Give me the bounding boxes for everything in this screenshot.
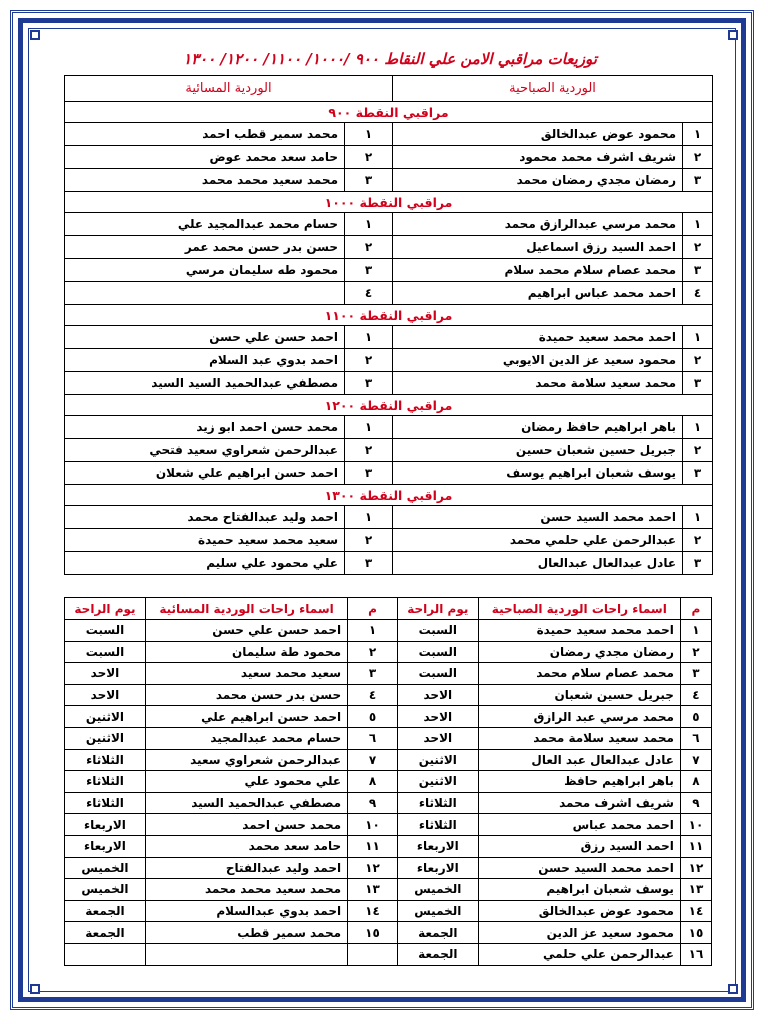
morning-num-header: م xyxy=(680,598,711,620)
evening-rest-number: ١٣ xyxy=(348,879,398,901)
morning-rest-number: ١٣ xyxy=(680,879,711,901)
morning-guard-name: شريف اشرف محمد محمود xyxy=(393,146,683,169)
evening-rest-name: احمد حسن علي حسن xyxy=(145,620,347,642)
morning-rest-day: السبت xyxy=(397,641,478,663)
evening-row-number: ٢ xyxy=(345,529,393,552)
morning-rest-day: الاحد xyxy=(397,684,478,706)
morning-rest-day-header: يوم الراحة xyxy=(397,598,478,620)
table-row xyxy=(65,349,713,372)
evening-rest-day: السبت xyxy=(65,620,146,642)
evening-row-number: ٤ xyxy=(345,282,393,305)
table-row xyxy=(65,506,713,529)
morning-shift-header: الوردية الصباحية xyxy=(393,76,713,102)
morning-rest-day: السبت xyxy=(397,663,478,685)
evening-rest-name: علي محمود علي xyxy=(145,771,347,793)
morning-rest-day: الخميس xyxy=(397,879,478,901)
morning-rest-day: الجمعة xyxy=(397,922,478,944)
table-row xyxy=(65,123,713,146)
morning-rest-day: الاربعاء xyxy=(397,857,478,879)
evening-rest-name: محمد سمير قطب xyxy=(145,922,347,944)
table-row xyxy=(65,552,713,575)
evening-rest-number: ٣ xyxy=(348,663,398,685)
morning-rest-day: السبت xyxy=(397,620,478,642)
morning-row-number: ٣ xyxy=(683,462,713,485)
point-section-header xyxy=(65,102,713,123)
morning-guard-name: يوسف شعبان ابراهيم يوسف xyxy=(393,462,683,485)
morning-rest-name: احمد محمد عباس xyxy=(478,814,680,836)
evening-rest-number: ٨ xyxy=(348,771,398,793)
table-row xyxy=(65,529,713,552)
point-section-header xyxy=(65,192,713,213)
table-row xyxy=(65,259,713,282)
points-assignment-table xyxy=(64,75,713,575)
morning-guard-name: محمد عصام سلام محمد سلام xyxy=(393,259,683,282)
evening-guard-name: حسن بدر حسن محمد عمر xyxy=(65,236,345,259)
evening-rest-number: ٦ xyxy=(348,727,398,749)
morning-guard-name: احمد محمد السيد حسن xyxy=(393,506,683,529)
morning-rest-name: عادل عبدالعال عبد العال xyxy=(478,749,680,771)
morning-guard-name: محمد مرسي عبدالرازق محمد xyxy=(393,213,683,236)
evening-guard-name xyxy=(65,282,345,305)
morning-rest-name: باهر ابراهيم حافظ xyxy=(478,771,680,793)
evening-guard-name: محمد سعيد محمد محمد xyxy=(65,169,345,192)
evening-rest-number xyxy=(348,943,398,965)
evening-guard-name: علي محمود علي سليم xyxy=(65,552,345,575)
morning-rest-number: ١٢ xyxy=(680,857,711,879)
table-row xyxy=(65,146,713,169)
point-label: مراقبي النقطة ١٣٠٠ xyxy=(65,485,713,506)
evening-row-number: ١ xyxy=(345,123,393,146)
morning-rest-name: شريف اشرف محمد xyxy=(478,792,680,814)
table-row xyxy=(65,372,713,395)
evening-row-number: ٣ xyxy=(345,552,393,575)
morning-rest-day: الاربعاء xyxy=(397,835,478,857)
table-row xyxy=(65,169,713,192)
morning-rest-name: جبريل حسين شعبان xyxy=(478,684,680,706)
morning-rest-number: ١١ xyxy=(680,835,711,857)
table-row xyxy=(65,326,713,349)
evening-rest-name: محمد حسن احمد xyxy=(145,814,347,836)
evening-rest-number: ٩ xyxy=(348,792,398,814)
evening-rest-name: حسام محمد عبدالمجيد xyxy=(145,727,347,749)
table-row xyxy=(65,439,713,462)
morning-guard-name: جبريل حسين شعبان حسين xyxy=(393,439,683,462)
evening-guard-name: محمد سمير قطب احمد xyxy=(65,123,345,146)
evening-guard-name: حامد سعد محمد عوض xyxy=(65,146,345,169)
shift-header-row xyxy=(65,76,713,102)
morning-row-number: ٢ xyxy=(683,529,713,552)
table-row xyxy=(65,943,712,965)
evening-rest-number: ٧ xyxy=(348,749,398,771)
evening-guard-name: سعيد محمد سعيد حميدة xyxy=(65,529,345,552)
evening-rest-number: ١ xyxy=(348,620,398,642)
evening-shift-header: الوردية المسائية xyxy=(65,76,393,102)
evening-rest-day: الخميس xyxy=(65,857,146,879)
morning-rest-name: محمد سعيد سلامة محمد xyxy=(478,727,680,749)
morning-rest-day: الثلاثاء xyxy=(397,814,478,836)
morning-guard-name: محمود سعيد عز الدين الايوبي xyxy=(393,349,683,372)
morning-rest-name: محمد عصام سلام محمد xyxy=(478,663,680,685)
morning-rest-number: ٤ xyxy=(680,684,711,706)
evening-rest-name: محمود طة سليمان xyxy=(145,641,347,663)
morning-row-number: ١ xyxy=(683,213,713,236)
evening-rest-day xyxy=(65,943,146,965)
evening-rest-name: احمد حسن ابراهيم علي xyxy=(145,706,347,728)
evening-rest-name: احمد وليد عبدالفتاح xyxy=(145,857,347,879)
point-section-header xyxy=(65,485,713,506)
morning-row-number: ٤ xyxy=(683,282,713,305)
corner-ornament xyxy=(728,30,738,40)
evening-rest-name: مصطفي عبدالحميد السيد xyxy=(145,792,347,814)
evening-rest-number: ٤ xyxy=(348,684,398,706)
corner-ornament xyxy=(30,30,40,40)
morning-rest-name: احمد السيد رزق xyxy=(478,835,680,857)
morning-rest-number: ٥ xyxy=(680,706,711,728)
evening-rest-name: سعيد محمد سعيد xyxy=(145,663,347,685)
morning-row-number: ٣ xyxy=(683,169,713,192)
point-label: مراقبي النقطة ١١٠٠ xyxy=(65,305,713,326)
evening-rest-day: الاثنين xyxy=(65,727,146,749)
morning-guard-name: عبدالرحمن علي حلمي محمد xyxy=(393,529,683,552)
morning-guard-name: محمد سعيد سلامة محمد xyxy=(393,372,683,395)
morning-rest-day: الخميس xyxy=(397,900,478,922)
corner-ornament xyxy=(728,984,738,994)
table-row xyxy=(65,857,712,879)
evening-guard-name: احمد وليد عبدالفتاح محمد xyxy=(65,506,345,529)
evening-rest-name: حامد سعد محمد xyxy=(145,835,347,857)
table-row xyxy=(65,814,712,836)
table-row xyxy=(65,835,712,857)
evening-rest-name: عبدالرحمن شعراوي سعيد xyxy=(145,749,347,771)
evening-row-number: ١ xyxy=(345,416,393,439)
evening-guard-name: عبدالرحمن شعراوي سعيد فتحي xyxy=(65,439,345,462)
morning-rest-name: احمد محمد سعيد حميدة xyxy=(478,620,680,642)
morning-row-number: ١ xyxy=(683,326,713,349)
morning-guard-name: احمد محمد عباس ابراهيم xyxy=(393,282,683,305)
table-row xyxy=(65,900,712,922)
evening-guard-name: محمود طه سليمان مرسي xyxy=(65,259,345,282)
morning-rest-names-header: اسماء راحات الوردية الصباحية xyxy=(478,598,680,620)
table-row xyxy=(65,706,712,728)
evening-guard-name: احمد بدوي عبد السلام xyxy=(65,349,345,372)
table-row xyxy=(65,416,713,439)
morning-rest-name: محمود عوض عبدالخالق xyxy=(478,900,680,922)
morning-rest-number: ٦ xyxy=(680,727,711,749)
morning-rest-day: الثلاثاء xyxy=(397,792,478,814)
evening-row-number: ٢ xyxy=(345,349,393,372)
morning-rest-number: ١٤ xyxy=(680,900,711,922)
morning-rest-number: ٩ xyxy=(680,792,711,814)
morning-rest-name: محمد مرسي عبد الرازق xyxy=(478,706,680,728)
evening-rest-name xyxy=(145,943,347,965)
table-row xyxy=(65,792,712,814)
evening-num-header: م xyxy=(348,598,398,620)
rest-days-table xyxy=(64,597,712,966)
point-label: مراقبي النقطة ١٠٠٠ xyxy=(65,192,713,213)
evening-rest-number: ١٥ xyxy=(348,922,398,944)
morning-row-number: ١ xyxy=(683,416,713,439)
evening-rest-day: الخميس xyxy=(65,879,146,901)
table-row xyxy=(65,213,713,236)
morning-rest-number: ٧ xyxy=(680,749,711,771)
evening-rest-number: ١٢ xyxy=(348,857,398,879)
table-row xyxy=(65,879,712,901)
table-row xyxy=(65,922,712,944)
morning-row-number: ٣ xyxy=(683,552,713,575)
evening-row-number: ٢ xyxy=(345,146,393,169)
evening-guard-name: مصطفي عبدالحميد السيد السيد xyxy=(65,372,345,395)
evening-row-number: ٣ xyxy=(345,372,393,395)
morning-rest-day: الاحد xyxy=(397,727,478,749)
morning-rest-name: احمد محمد السيد حسن xyxy=(478,857,680,879)
evening-rest-day: الاربعاء xyxy=(65,814,146,836)
evening-row-number: ١ xyxy=(345,506,393,529)
evening-rest-number: ٢ xyxy=(348,641,398,663)
morning-row-number: ١ xyxy=(683,123,713,146)
morning-rest-number: ٢ xyxy=(680,641,711,663)
morning-rest-number: ١٠ xyxy=(680,814,711,836)
morning-row-number: ١ xyxy=(683,506,713,529)
evening-rest-name: حسن بدر حسن محمد xyxy=(145,684,347,706)
evening-row-number: ١ xyxy=(345,326,393,349)
rest-header-row xyxy=(65,598,712,620)
morning-guard-name: رمضان مجدي رمضان محمد xyxy=(393,169,683,192)
morning-row-number: ٢ xyxy=(683,236,713,259)
table-row xyxy=(65,620,712,642)
morning-guard-name: محمود عوض عبدالخالق xyxy=(393,123,683,146)
morning-guard-name: احمد محمد سعيد حميدة xyxy=(393,326,683,349)
evening-rest-day: الجمعة xyxy=(65,900,146,922)
evening-guard-name: احمد حسن ابراهيم علي شعلان xyxy=(65,462,345,485)
document-title: توزيعات مراقبي الامن علي النقاط ٩٠٠ /١٠٠٠/ ١١٠٠/ ١٢٠٠/ ١٣٠٠ xyxy=(183,50,597,68)
evening-rest-day: الاثنين xyxy=(65,706,146,728)
table-row xyxy=(65,749,712,771)
morning-row-number: ٣ xyxy=(683,372,713,395)
evening-row-number: ٢ xyxy=(345,439,393,462)
morning-rest-number: ١ xyxy=(680,620,711,642)
morning-row-number: ٢ xyxy=(683,146,713,169)
morning-rest-number: ١٦ xyxy=(680,943,711,965)
point-label: مراقبي النقطة ٩٠٠ xyxy=(65,102,713,123)
evening-guard-name: محمد حسن احمد ابو زيد xyxy=(65,416,345,439)
morning-rest-number: ١٥ xyxy=(680,922,711,944)
evening-rest-day: الاحد xyxy=(65,684,146,706)
morning-rest-number: ٨ xyxy=(680,771,711,793)
evening-rest-number: ١١ xyxy=(348,835,398,857)
morning-rest-day: الاثنين xyxy=(397,771,478,793)
evening-rest-day: الاحد xyxy=(65,663,146,685)
table-row xyxy=(65,771,712,793)
morning-rest-day: الاحد xyxy=(397,706,478,728)
evening-guard-name: حسام محمد عبدالمجيد علي xyxy=(65,213,345,236)
evening-guard-name: احمد حسن علي حسن xyxy=(65,326,345,349)
table-row xyxy=(65,462,713,485)
table-row xyxy=(65,641,712,663)
table-row xyxy=(65,282,713,305)
table-row xyxy=(65,236,713,259)
morning-rest-day: الجمعة xyxy=(397,943,478,965)
evening-row-number: ٢ xyxy=(345,236,393,259)
evening-rest-name: احمد بدوي عبدالسلام xyxy=(145,900,347,922)
point-label: مراقبي النقطة ١٢٠٠ xyxy=(65,395,713,416)
morning-row-number: ٢ xyxy=(683,349,713,372)
corner-ornament xyxy=(30,984,40,994)
evening-rest-day: الثلاثاء xyxy=(65,792,146,814)
point-section-header xyxy=(65,305,713,326)
morning-rest-name: عبدالرحمن علي حلمي xyxy=(478,943,680,965)
morning-rest-name: محمود سعيد عز الدين xyxy=(478,922,680,944)
point-section-header xyxy=(65,395,713,416)
morning-guard-name: باهر ابراهيم حافظ رمضان xyxy=(393,416,683,439)
evening-rest-day-header: يوم الراحة xyxy=(65,598,146,620)
evening-rest-day: السبت xyxy=(65,641,146,663)
morning-guard-name: عادل عبدالعال عبدالعال xyxy=(393,552,683,575)
evening-row-number: ٣ xyxy=(345,169,393,192)
evening-row-number: ٣ xyxy=(345,462,393,485)
evening-rest-names-header: اسماء راحات الوردية المسائية xyxy=(145,598,347,620)
evening-row-number: ١ xyxy=(345,213,393,236)
morning-rest-name: يوسف شعبان ابراهيم xyxy=(478,879,680,901)
evening-rest-day: الجمعة xyxy=(65,922,146,944)
evening-rest-number: ١٤ xyxy=(348,900,398,922)
evening-rest-number: ١٠ xyxy=(348,814,398,836)
evening-rest-day: الثلاثاء xyxy=(65,749,146,771)
table-row xyxy=(65,727,712,749)
morning-guard-name: احمد السيد رزق اسماعيل xyxy=(393,236,683,259)
evening-row-number: ٣ xyxy=(345,259,393,282)
morning-rest-name: رمضان مجدي رمضان xyxy=(478,641,680,663)
table-row xyxy=(65,684,712,706)
evening-rest-name: محمد سعيد محمد محمد xyxy=(145,879,347,901)
morning-rest-number: ٣ xyxy=(680,663,711,685)
morning-row-number: ٢ xyxy=(683,439,713,462)
table-row xyxy=(65,663,712,685)
evening-rest-day: الثلاثاء xyxy=(65,771,146,793)
evening-rest-number: ٥ xyxy=(348,706,398,728)
morning-row-number: ٣ xyxy=(683,259,713,282)
morning-rest-day: الاثنين xyxy=(397,749,478,771)
evening-rest-day: الاربعاء xyxy=(65,835,146,857)
